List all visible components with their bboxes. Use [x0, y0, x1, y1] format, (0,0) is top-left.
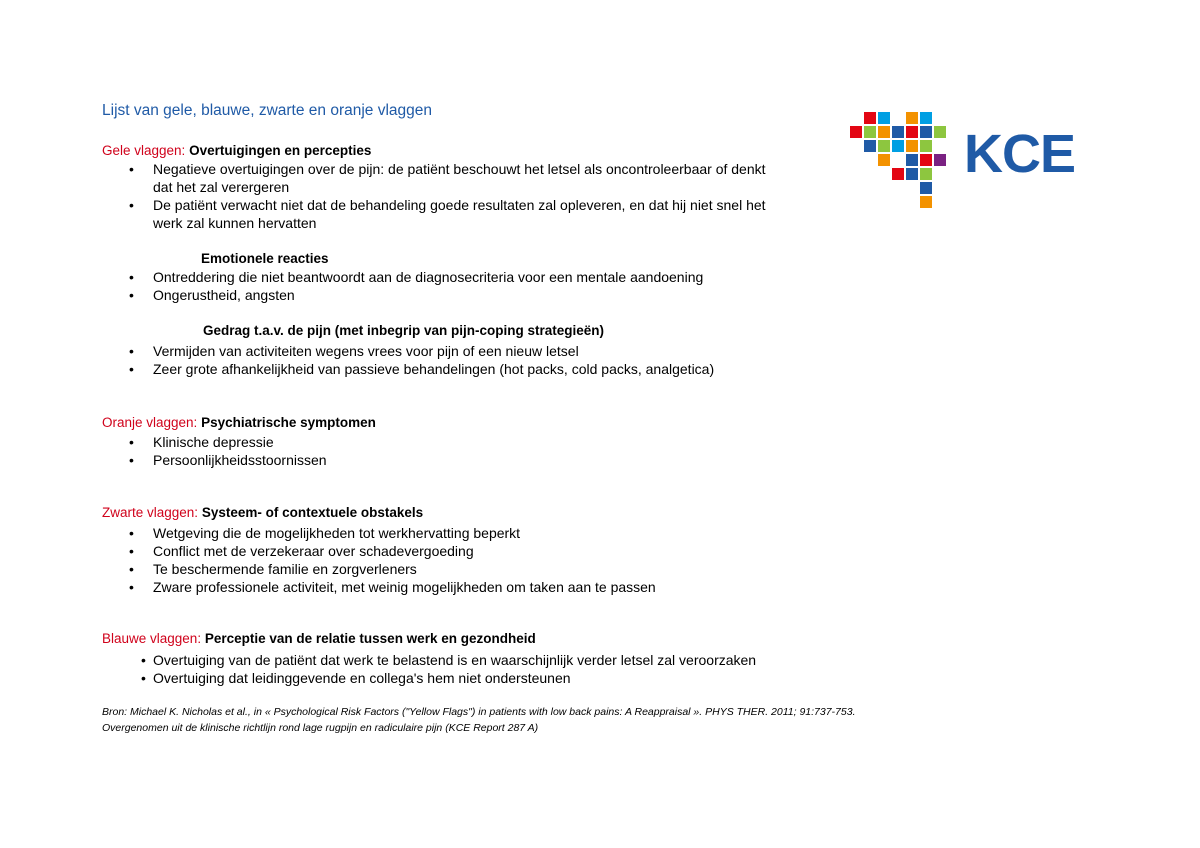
source-line-2: Overgenomen uit de klinische richtlijn rond lage rugpijn en radiculaire pijn (KCE Report 287 A) [102, 722, 539, 734]
list-item-continuation: dat het zal verergeren [153, 179, 290, 195]
emotional-reactions-heading: Emotionele reacties [201, 251, 329, 266]
blue-flags-heading [102, 631, 536, 646]
black-flags-list [129, 524, 656, 596]
orange-flags-title: Psychiatrische symptomen [201, 415, 376, 430]
list-item: • De patiënt verwacht niet dat de behandeling goede resultaten zal opleveren, en dat hij niet snel het [129, 197, 766, 213]
source-citation [102, 704, 856, 736]
kce-logo-text: KCE [964, 124, 1076, 184]
document-title: Lijst van gele, blauwe, zwarte en oranje vlaggen [102, 102, 433, 119]
list-item: • Klinische depressie [129, 434, 274, 450]
emotional-reactions-list [129, 268, 704, 304]
black-flags-title: Systeem- of contextuele obstakels [201, 505, 424, 520]
list-item-continuation: werk zal kunnen hervatten [153, 215, 317, 231]
list-item: • Ontreddering die niet beantwoordt aan de diagnosecriteria voor een mentale aandoening [129, 269, 704, 285]
yellow-flags-label: Gele vlaggen: [102, 143, 186, 158]
kce-logo [848, 110, 1088, 210]
orange-flags-heading [102, 415, 376, 430]
list-item: • Negatieve overtuigingen over de pijn: de patiënt beschouwt het letsel als oncontroleerbaar of denkt [129, 161, 766, 177]
source-line-1: Bron: Michael K. Nicholas et al., in « Psychological Risk Factors ("Yellow Flags") in patients with low back pains: A Reappraisal ». PHYS THER. 2011; 91:737-753. [102, 706, 856, 718]
yellow-flags-title: Overtuigingen en percepties [189, 143, 372, 158]
pain-behaviour-list [129, 342, 715, 378]
list-item: • Wetgeving die de mogelijkheden tot werkhervatting beperkt [129, 525, 521, 541]
yellow-flags-list [129, 160, 766, 232]
blue-flags-title: Perceptie van de relatie tussen werk en gezondheid [204, 631, 536, 646]
orange-flags-label: Oranje vlaggen: [102, 415, 198, 430]
list-item: • Zware professionele activiteit, met weinig mogelijkheden om taken aan te passen [129, 579, 656, 595]
kce-logo-mosaic-icon [848, 110, 958, 210]
list-item: • Overtuiging dat leidinggevende en collega's hem niet ondersteunen [141, 670, 571, 686]
list-item: • Vermijden van activiteiten wegens vrees voor pijn of een nieuw letsel [129, 343, 579, 359]
list-item: • Conflict met de verzekeraar over schadevergoeding [129, 543, 474, 559]
orange-flags-list [129, 433, 327, 469]
list-item: • Persoonlijkheidsstoornissen [129, 452, 327, 468]
black-flags-label: Zwarte vlaggen: [102, 505, 199, 520]
list-item: • Zeer grote afhankelijkheid van passieve behandelingen (hot packs, cold packs, analgetica) [129, 361, 715, 377]
black-flags-heading [102, 505, 423, 520]
list-item: • Ongerustheid, angsten [129, 287, 295, 303]
yellow-flags-heading [102, 143, 371, 158]
blue-flags-list [141, 651, 757, 687]
blue-flags-label: Blauwe vlaggen: [102, 631, 202, 646]
list-item: • Te beschermende familie en zorgverleners [129, 561, 417, 577]
list-item: • Overtuiging van de patiënt dat werk te belastend is en waarschijnlijk verder letsel zal veroorzaken [141, 652, 757, 668]
pain-behaviour-heading: Gedrag t.a.v. de pijn (met inbegrip van pijn-coping strategieën) [203, 323, 605, 338]
